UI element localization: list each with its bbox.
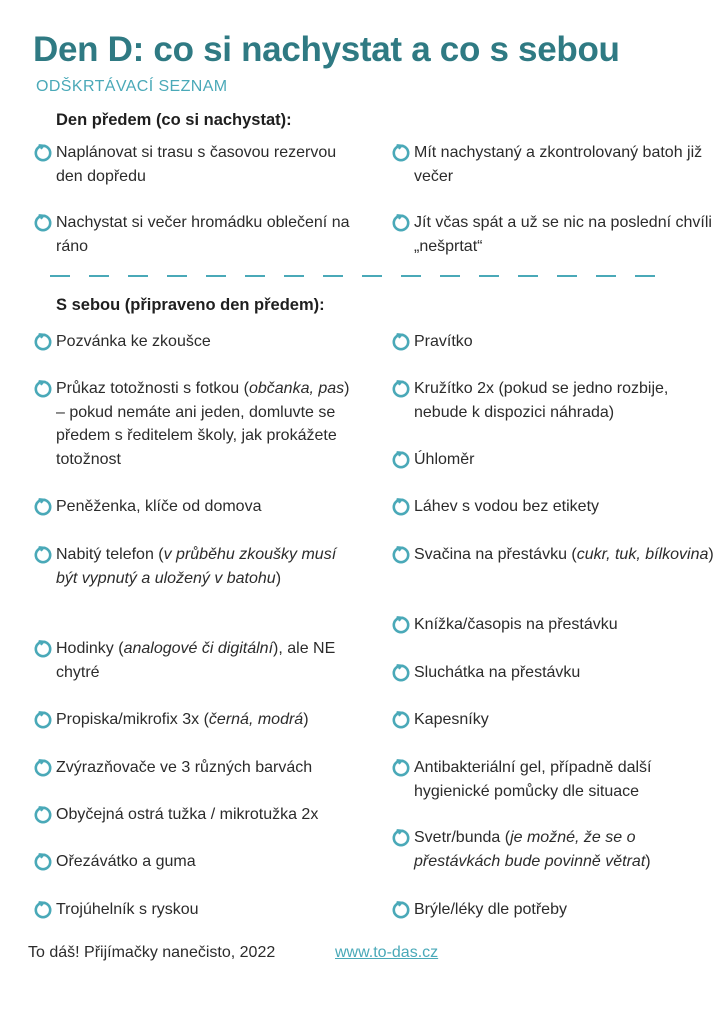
checklist-item-text: Kapesníky <box>414 711 489 728</box>
checklist-item-text: Propiska/mikrofix 3x ( <box>56 711 209 728</box>
checklist-item-label <box>414 708 719 732</box>
checklist-item-text: Svačina na přestávku ( <box>414 546 577 563</box>
checklist-item-text: ) <box>708 546 714 563</box>
checklist-item-label <box>56 543 361 590</box>
section-heading-day-before: Den předem (co si nachystat): <box>56 111 292 129</box>
checklist-item-label <box>414 495 719 519</box>
circle-check-icon[interactable] <box>391 757 411 777</box>
checklist-item-label <box>414 898 719 922</box>
checklist-item-text: Ořezávátko a guma <box>56 853 196 870</box>
checklist-item-note: cukr, tuk, bílkovina <box>576 546 709 563</box>
circle-check-icon[interactable] <box>391 449 411 469</box>
circle-check-icon[interactable] <box>391 709 411 729</box>
page-title: Den D: co si nachystat a co s sebou <box>33 30 620 69</box>
circle-check-icon[interactable] <box>391 662 411 682</box>
checklist-item-text: Hodinky ( <box>56 640 124 657</box>
checklist-item-note: občanka, pas <box>248 380 345 397</box>
checklist-item-text: Antibakteriální gel, případně další hygienické pomůcky dle situace <box>414 759 652 800</box>
circle-check-icon[interactable] <box>33 757 53 777</box>
circle-check-icon[interactable] <box>33 899 53 919</box>
circle-check-icon[interactable] <box>391 378 411 398</box>
checklist-item-text: Brýle/léky dle potřeby <box>414 901 567 918</box>
checklist-item-text: Nachystat si večer hromádku oblečení na ráno <box>56 214 350 255</box>
circle-check-icon[interactable] <box>33 638 53 658</box>
circle-check-icon[interactable] <box>33 142 53 162</box>
checklist-item-text: Svetr/bunda ( <box>414 829 511 846</box>
checklist-item-label <box>414 661 719 685</box>
circle-check-icon[interactable] <box>33 804 53 824</box>
circle-check-icon[interactable] <box>391 212 411 232</box>
checklist-item-label <box>56 141 361 188</box>
checklist-item-label <box>414 448 719 472</box>
checklist-item-text: Naplánovat si trasu s časovou rezervou den dopředu <box>56 144 337 185</box>
circle-check-icon[interactable] <box>33 496 53 516</box>
checklist-item-text: Úhloměr <box>414 451 475 468</box>
checklist-item-note: je možné, že se o přestávkách bude povinně větrat <box>414 829 646 870</box>
circle-check-icon[interactable] <box>33 331 53 351</box>
footer-text: To dáš! Přijímačky nanečisto, 2022 <box>28 944 276 961</box>
checklist-item-label <box>414 377 719 424</box>
section-heading-take-with: S sebou (připraveno den předem): <box>56 296 325 314</box>
checklist-item-text: ) <box>645 852 651 870</box>
checklist-item-label <box>56 756 361 780</box>
checklist-item-label <box>414 543 719 567</box>
checklist-item-label <box>56 495 361 519</box>
checklist-item-text: ) – pokud nemáte ani jeden, domluvte se předem s ředitelem školy, jak prokážete totožnost <box>56 380 350 468</box>
checklist-item-note: analogové či digitální <box>123 640 274 657</box>
checklist-item-text: Láhev s vodou bez etikety <box>414 498 600 515</box>
circle-check-icon[interactable] <box>33 544 53 564</box>
footer-website-link[interactable]: www.to-das.cz <box>335 944 439 961</box>
checklist-item-label <box>414 756 719 803</box>
checklist-item-label <box>414 826 719 873</box>
circle-check-icon[interactable] <box>391 899 411 919</box>
circle-check-icon[interactable] <box>33 709 53 729</box>
checklist-item-label <box>56 377 361 471</box>
checklist-item-text: Jít včas spát a už se nic na poslední chvíli „nešprtat“ <box>414 214 712 255</box>
page-subtitle: ODŠKRTÁVACÍ SEZNAM <box>36 78 228 95</box>
checklist-item-label <box>414 613 719 637</box>
checklist-item-label <box>414 330 719 354</box>
checklist-item-text: Trojúhelník s ryskou <box>56 901 199 918</box>
circle-check-icon[interactable] <box>391 496 411 516</box>
checklist-item-text: Průkaz totožnosti s fotkou ( <box>56 380 249 397</box>
checklist-item-label <box>56 330 361 354</box>
checklist-item-label <box>56 803 361 827</box>
checklist-item-text: ), ale NE chytré <box>56 640 336 681</box>
circle-check-icon[interactable] <box>391 827 411 847</box>
checklist-item-text: Nabitý telefon ( <box>56 546 164 563</box>
checklist-item-label <box>56 637 361 684</box>
checklist-item-text: Pozvánka ke zkoušce <box>56 333 211 350</box>
checklist-item-text: Mít nachystaný a zkontrolovaný batoh již večer <box>414 144 703 185</box>
checklist-item-text: ) <box>303 711 309 728</box>
checklist-item-label <box>56 211 361 258</box>
checklist-item-text: Pravítko <box>414 333 473 350</box>
circle-check-icon[interactable] <box>391 614 411 634</box>
checklist-item-note: černá, modrá <box>208 711 304 728</box>
checklist-item-text: Knížka/časopis na přestávku <box>414 616 618 633</box>
checklist-item-label <box>414 211 719 258</box>
checklist-item-text: Peněženka, klíče od domova <box>56 498 262 515</box>
circle-check-icon[interactable] <box>391 142 411 162</box>
circle-check-icon[interactable] <box>33 378 53 398</box>
checklist-item-label <box>56 898 361 922</box>
circle-check-icon[interactable] <box>33 212 53 232</box>
checklist-item-text: Zvýrazňovače ve 3 různých barvách <box>56 759 313 776</box>
checklist-item-text: Sluchátka na přestávku <box>414 664 581 681</box>
checklist-item-text: Obyčejná ostrá tužka / mikrotužka 2x <box>56 806 319 823</box>
checklist-item-label <box>56 850 361 874</box>
checklist-item-note: v průběhu zkoušky musí být vypnutý a uložený v batohu <box>56 546 337 587</box>
circle-check-icon[interactable] <box>391 544 411 564</box>
checklist-item-text: Kružítko 2x (pokud se jedno rozbije, nebude k dispozici náhrada) <box>414 380 669 421</box>
circle-check-icon[interactable] <box>391 331 411 351</box>
section-divider <box>50 275 662 277</box>
checklist-item-text: ) <box>275 569 282 587</box>
checklist-item-label <box>414 141 719 188</box>
circle-check-icon[interactable] <box>33 851 53 871</box>
checklist-item-label <box>56 708 361 732</box>
